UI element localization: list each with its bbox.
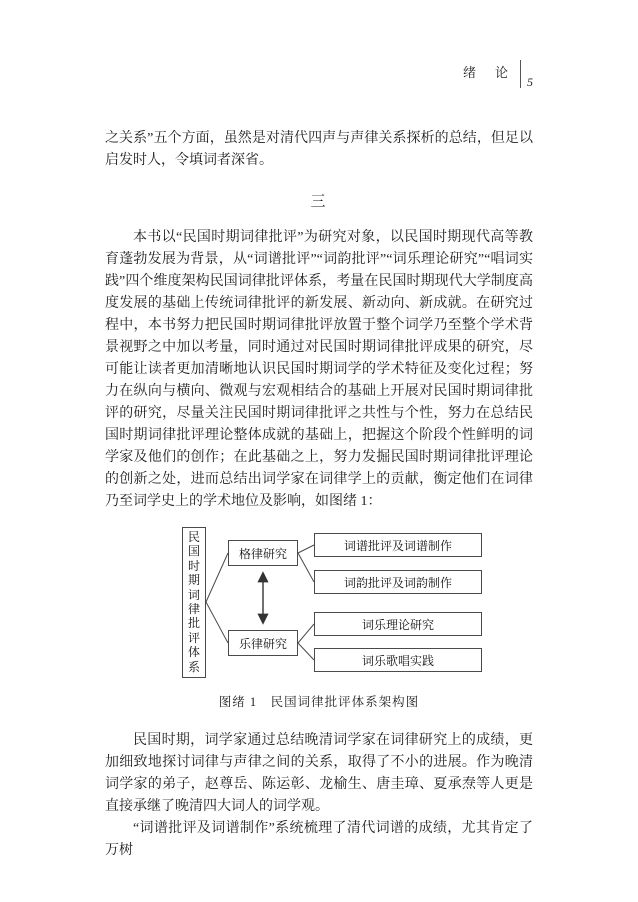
diagram-leaf-ciyue-practice-box: 词乐歌唱实践	[314, 648, 482, 672]
paragraph-late-qing: 民国时期，词学家通过总结晚清词学家在词律研究上的成绩，更加细致地探讨词律与声律之间的关系，取得了不小的进展。作为晚清词学家的弟子，赵尊岳、陈运彰、龙榆生、唐圭璋、夏承焘等人更是直接承继了晚清四大词人的词学观。	[105, 733, 533, 814]
page-content	[105, 128, 533, 862]
fork-branch1-top-line	[298, 545, 314, 553]
diagram-leaf-ciyue-theory-box: 词乐理论研究	[314, 612, 482, 636]
paragraph-last-line: “词谱批评及词谱制作”系统梳理了清代词谱的成绩，尤其肯定了万树	[105, 821, 533, 858]
section-heading: 三	[310, 194, 328, 210]
fork-branch2-bottom-line	[298, 643, 314, 660]
diagram	[180, 525, 490, 680]
page-header	[105, 60, 533, 102]
diagram-leaf-cipu-box: 词谱批评及词谱制作	[314, 533, 482, 557]
header-divider	[520, 60, 521, 88]
running-head-title: 绪 论	[462, 65, 511, 80]
fork-root-top-line	[206, 553, 228, 602]
paragraph-continuation: 之关系”五个方面，虽然是对清代四声与声律关系探析的总结，但足以启发时人，令填词者深省。	[105, 131, 533, 168]
diagram-branch-yuelv-box: 乐律研究	[228, 630, 298, 656]
figure	[105, 525, 533, 710]
fork-root-bottom-line	[206, 602, 228, 643]
figure-caption: 图绪 1 民国词律批评体系架构图	[218, 695, 420, 709]
fork-branch2-top-line	[298, 624, 314, 643]
diagram-leaf-ciyun-box: 词韵批评及词韵制作	[314, 570, 482, 594]
diagram-root-box: 民国时期词律批评体系	[182, 527, 206, 678]
paragraph-main: 本书以“民国时期词律批评”为研究对象，以民国时期现代高等教育蓬勃发展为背景，从“词谱批评”“词韵批评”“词乐理论研究”“唱词实践”四个维度架构民国词律批评体系，考量在民国时期现代大学制度高度发展的基础上传统词律批评的新发展、新动向、新成就。在研究过程中，本书努力把民国时期词律批评放置于整个词学乃至整个学术背景视野之中加以考量，同时通过对民国时期词律批评成果的研究，尽可能让读者更加清晰地认识民国时期词学的学术特征及变化过程；努力在纵向与横向、微观与宏观相结合的基础上开展对民国时期词律批评的研究，尽量关注民国时期词律批评之共性与个性，努力在总结民国时期词律批评理论整体成就的基础上，把握这个阶段个性鲜明的词学家及他们的创作；在此基础之上，努力发掘民国时期词律批评理论的创新之处，进而总结出词学家在词律学上的贡献，衡定他们在词律乃至词学史上的学术地位及影响，如图绪 1：	[105, 230, 533, 509]
page-number: 5	[527, 75, 533, 89]
fork-branch1-bottom-line	[298, 553, 314, 582]
diagram-branch-gelv-box: 格律研究	[228, 540, 298, 566]
